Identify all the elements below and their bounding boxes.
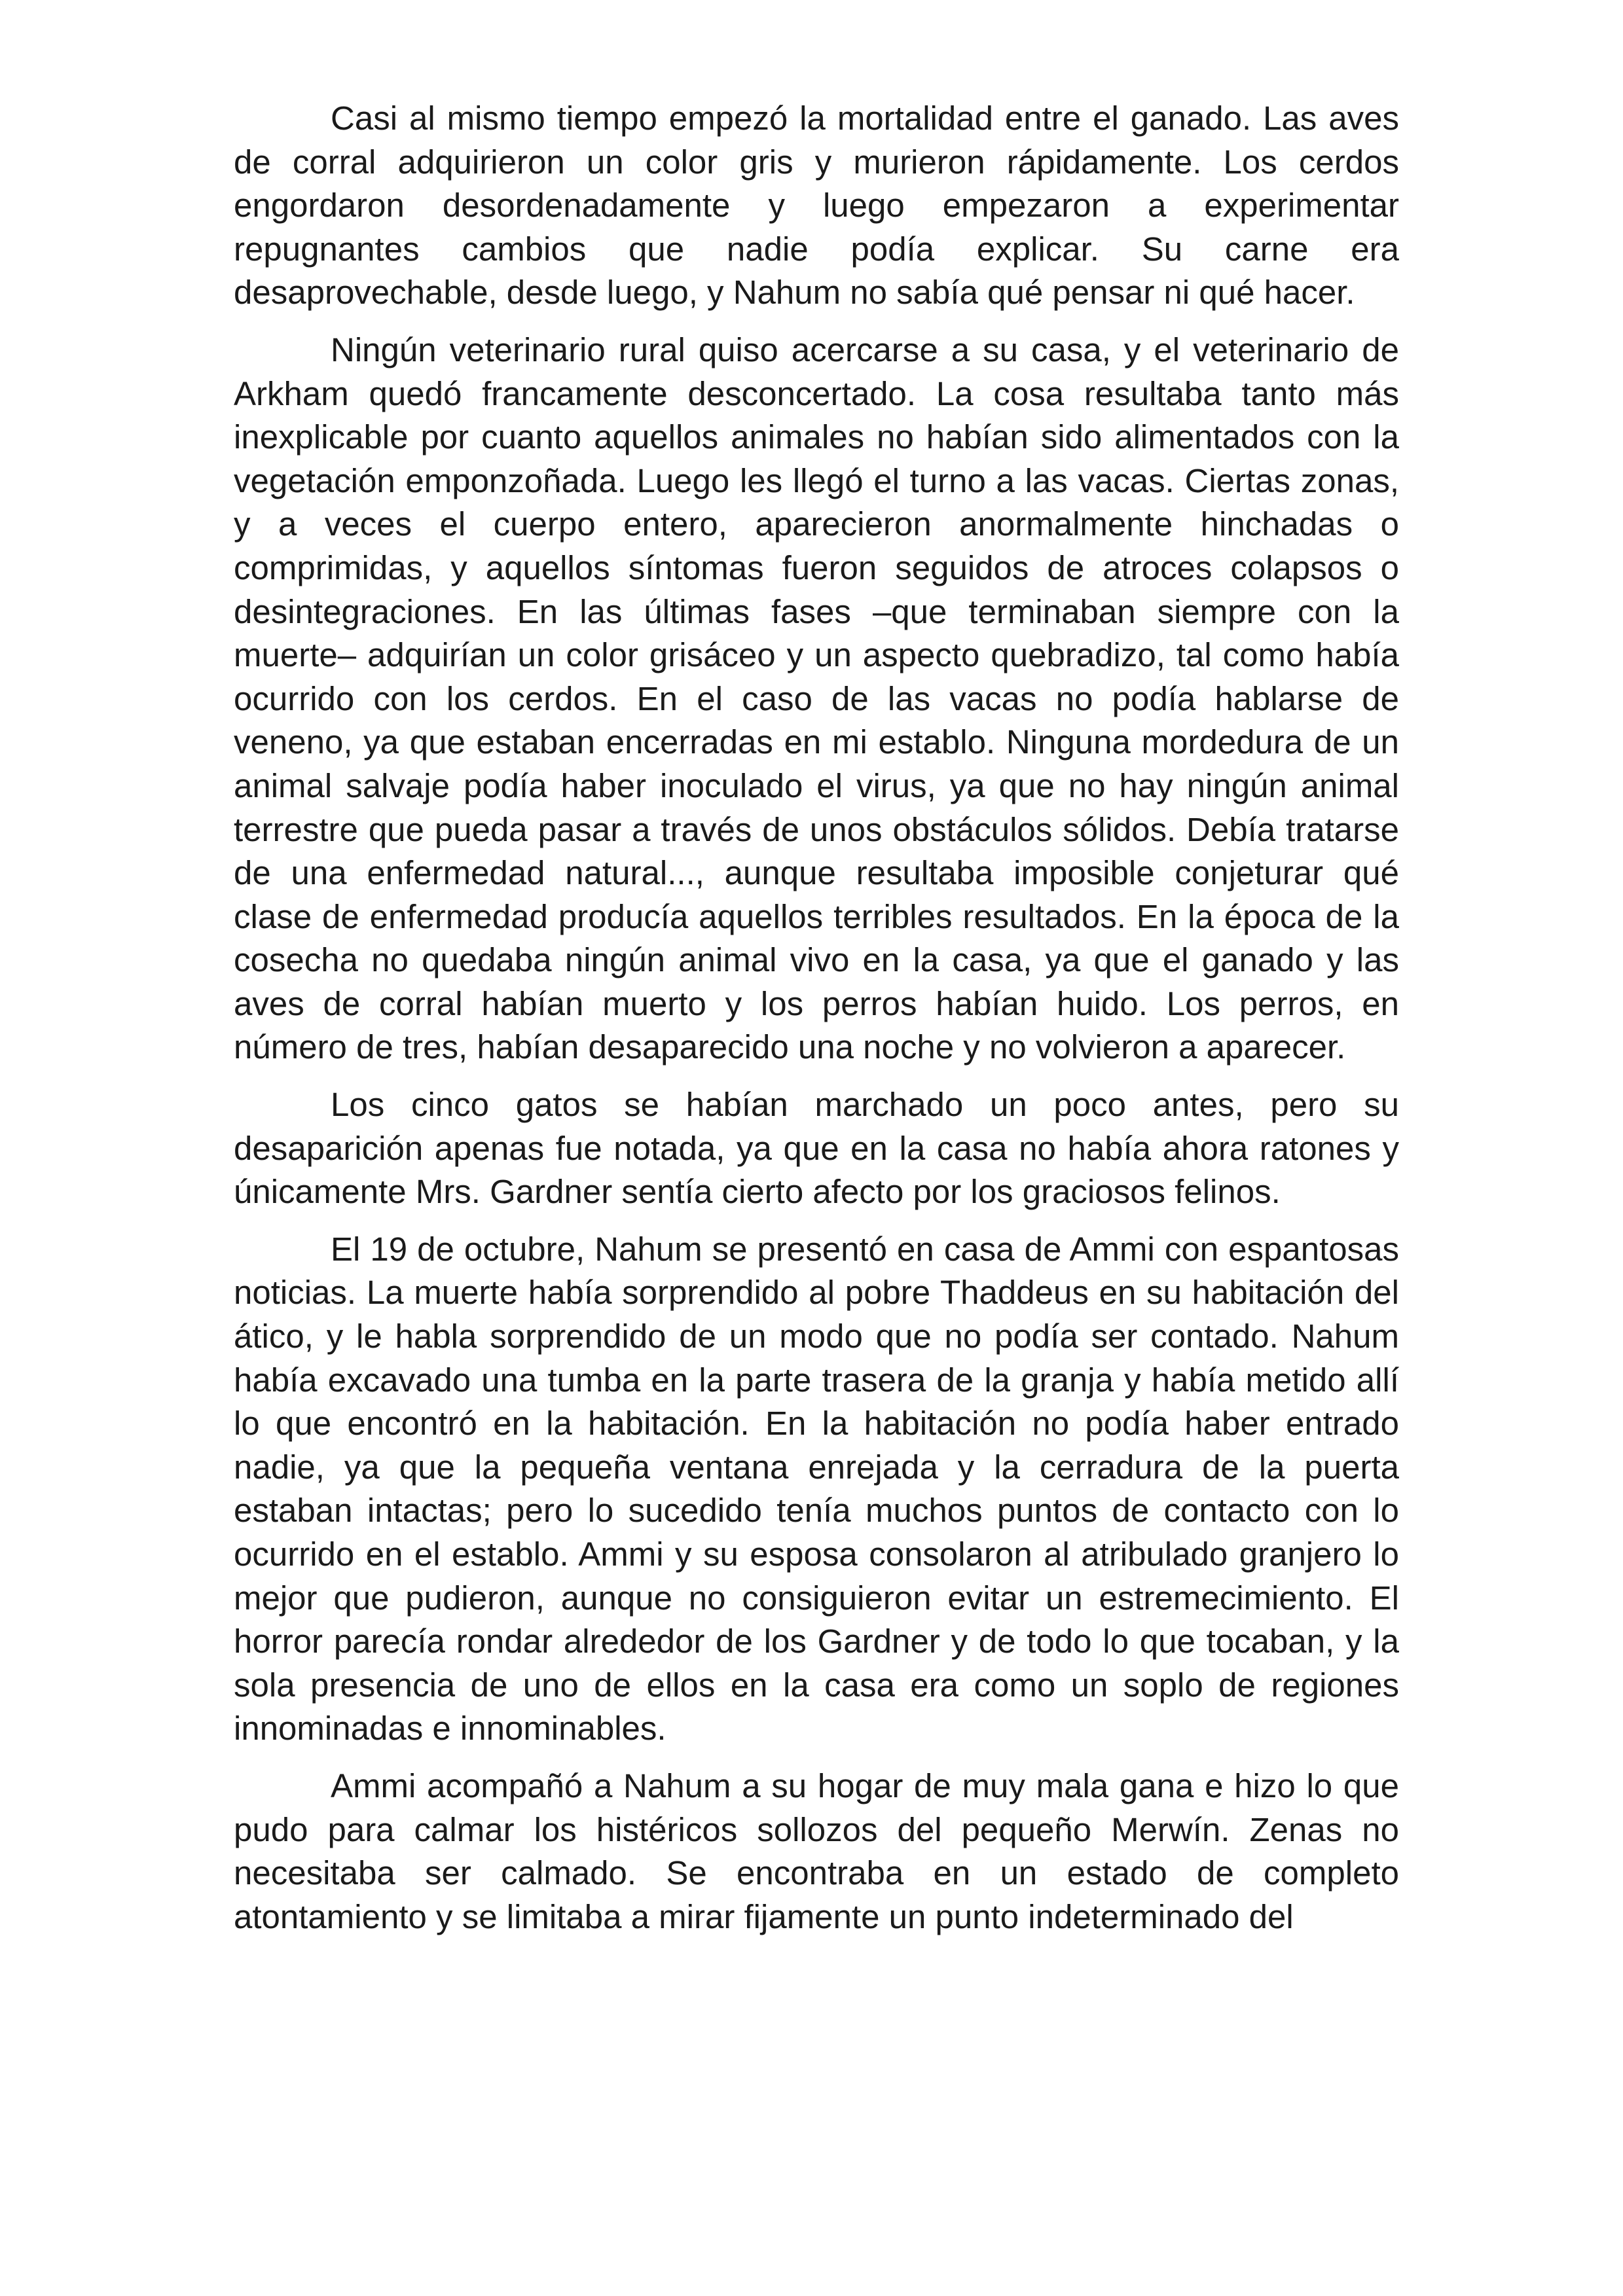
document-body: [234, 97, 1399, 1952]
paragraph-2: Ningún veterinario rural quiso acercarse a su casa, y el veterinario de Arkham quedó francamente desconcertado. La cosa resultaba tanto más inexplicable por cuanto aquellos animales no habían sido alimentados con la vegetación emponzoñada. Luego les llegó el turno a las vacas. Ciertas zonas, y a veces el cuerpo entero, aparecieron anormalmente hinchadas o comprimidas, y aquellos síntomas fueron seguidos de atroces colapsos o desintegraciones. En las últimas fases –que terminaban siempre con la muerte– adquirían un color grisáceo y un aspecto quebradizo, tal como había ocurrido con los cerdos. En el caso de las vacas no podía hablarse de veneno, ya que estaban encerradas en mi establo. Ninguna mordedura de un animal salvaje podía haber inoculado el virus, ya que no hay ningún animal terrestre que pueda pasar a través de unos obstáculos sólidos. Debía tratarse de una enfermedad natural..., aunque resultaba imposible conjeturar qué clase de enfermedad producía aquellos terribles resultados. En la época de la cosecha no quedaba ningún animal vivo en la casa, ya que el ganado y las aves de corral habían muerto y los perros habían huido. Los perros, en número de tres, habían desaparecido una noche y no volvieron a aparecer.: [234, 331, 1399, 1066]
paragraph-4: El 19 de octubre, Nahum se presentó en casa de Ammi con espantosas noticias. La muerte había sorprendido al pobre Thaddeus en su habitación del ático, y le habla sorprendido de un modo que no podía ser contado. Nahum había excavado una tumba en la parte trasera de la granja y había metido allí lo que encontró en la habitación. En la habitación no podía haber entrado nadie, ya que la pequeña ventana enrejada y la cerradura de la puerta estaban intactas; pero lo sucedido tenía muchos puntos de contacto con lo ocurrido en el establo. Ammi y su esposa consolaron al atribulado granjero lo mejor que pudieron, aunque no consiguieron evitar un estremecimiento. El horror parecía rondar alrededor de los Gardner y de todo lo que tocaban, y la sola presencia de uno de ellos en la casa era como un soplo de regiones innominadas e innominables.: [234, 1230, 1399, 1748]
paragraph-3: Los cinco gatos se habían marchado un poco antes, pero su desaparición apenas fue notada, ya que en la casa no había ahora ratones y únicamente Mrs. Gardner sentía cierto afecto por los graciosos felinos.: [234, 1086, 1399, 1211]
paragraph-1: Casi al mismo tiempo empezó la mortalidad entre el ganado. Las aves de corral adquirieron un color gris y murieron rápidamente. Los cerdos engordaron desordenadamente y luego empezaron a experimentar repugnantes cambios que nadie podía explicar. Su carne era desaprovechable, desde luego, y Nahum no sabía qué pensar ni qué hacer.: [234, 99, 1399, 312]
paragraph-5: Ammi acompañó a Nahum a su hogar de muy mala gana e hizo lo que pudo para calmar los histéricos sollozos del pequeño Merwín. Zenas no necesitaba ser calmado. Se encontraba en un estado de completo atontamiento y se limitaba a mirar fijamente un punto indeterminado del: [234, 1767, 1399, 1935]
